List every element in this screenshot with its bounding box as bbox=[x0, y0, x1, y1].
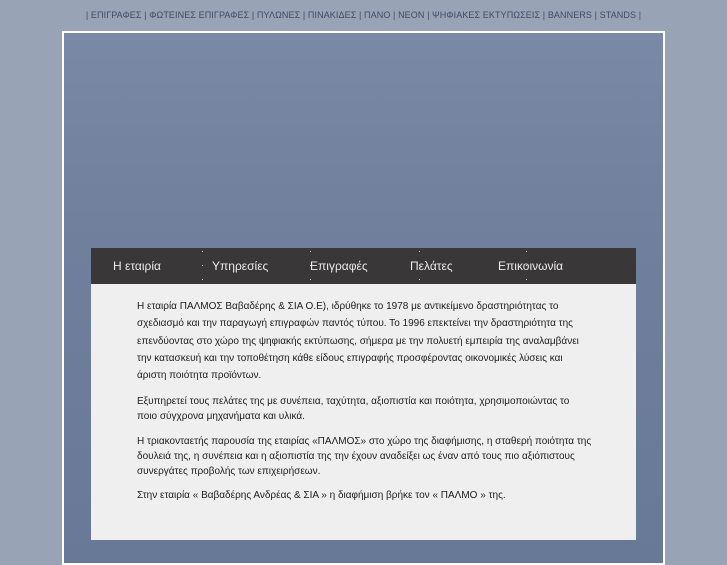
top-link-pylons[interactable]: ΠΥΛΩΝΕΣ bbox=[256, 10, 301, 20]
company-description bbox=[137, 298, 592, 514]
top-link-signs[interactable]: ΕΠΙΓΡΑΦΕΣ bbox=[90, 10, 142, 20]
menu-divider bbox=[202, 251, 203, 252]
menu-divider bbox=[202, 265, 203, 266]
top-link-plates[interactable]: ΠΙΝΑΚΙΔΕΣ bbox=[307, 10, 357, 20]
top-link-billboards[interactable]: ΠΑΝΟ bbox=[364, 10, 391, 20]
top-navigation: | ΕΠΙΓΡΑΦΕΣ | ΦΩΤΕΙΝΕΣ ΕΠΙΓΡΑΦΕΣ | ΠΥΛΩΝΕΣ | ΠΙΝΑΚΙΔΕΣ | ΠΑΝΟ | NEON | ΨΗΦΙΑΚΕΣ ΕΚΤΥΠΩΣΕΙΣ | BANNERS | STANDS | bbox=[85, 10, 642, 20]
menu-item-company[interactable]: Η εταιρία bbox=[113, 259, 161, 273]
menu-item-signs[interactable]: Επιγραφές bbox=[310, 259, 368, 273]
menu-item-clients[interactable]: Πελάτες bbox=[410, 259, 453, 273]
top-link-banners[interactable]: BANNERS bbox=[547, 10, 593, 20]
top-link-illuminated-signs[interactable]: ΦΩΤΕΙΝΕΣ ΕΠΙΓΡΑΦΕΣ bbox=[149, 10, 250, 20]
nav-separator: | bbox=[85, 10, 91, 20]
top-link-digital-prints[interactable]: ΨΗΦΙΑΚΕΣ ΕΚΤΥΠΩΣΕΙΣ bbox=[432, 10, 541, 20]
main-menu-bar bbox=[91, 248, 636, 284]
paragraph-intro: Η εταιρία ΠΑΛΜΟΣ Βαβαδέρης & ΣΙΑ Ο.Ε), ιδρύθηκε το 1978 με αντικείμενο δραστηριότητας το σχεδιασμό και την παραγωγή επιγραφών παντός τύπου. Το 1996 επεκτείνει την δραστηριότητα της επενδύοντας στο χώρο της ψηφιακής εκτύπωσης, σήμερα με την πολυετή εμπειρία της αναλαμβάνει την κατασκευή και την τοποθέτηση κάθε είδους επιγραφής προσφέροντας οικονομικές λύσεις και άριστη ποιότητα προϊόντων. bbox=[137, 301, 579, 382]
paragraph-presence: Η τριακονταετής παρουσία της εταιρίας «ΠΑΛΜΟΣ» στο χώρο της διαφήμισης, η σταθερή ποιότητα της δουλειά της, η συνέπεια και η αξιοπιστία της την έχουν αναδείξει ως έναν από τους πιο αξιόπιστους συνεργάτες προβολής των επιχειρήσεων. bbox=[137, 436, 592, 477]
menu-divider bbox=[202, 279, 203, 280]
menu-item-contact[interactable]: Επικοινωνία bbox=[498, 259, 564, 273]
top-link-stands[interactable]: STANDS bbox=[599, 10, 637, 20]
top-link-neon[interactable]: NEON bbox=[398, 10, 425, 20]
content-panel bbox=[91, 284, 636, 540]
menu-item-services[interactable]: Υπηρεσίες bbox=[212, 259, 269, 273]
paragraph-service: Εξυπηρετεί τους πελάτες της με συνέπεια, ταχύτητα, αξιοπιστία και ποιότητα, χρησιμοποιώντας το ποιο σύγχρονα μηχανήματα και υλικά. bbox=[137, 396, 570, 423]
paragraph-slogan: Στην εταιρία « Βαβαδέρης Ανδρέας & ΣΙΑ » η διαφήμιση βρήκε τον « ΠΑΛΜΟ » της. bbox=[137, 490, 506, 502]
